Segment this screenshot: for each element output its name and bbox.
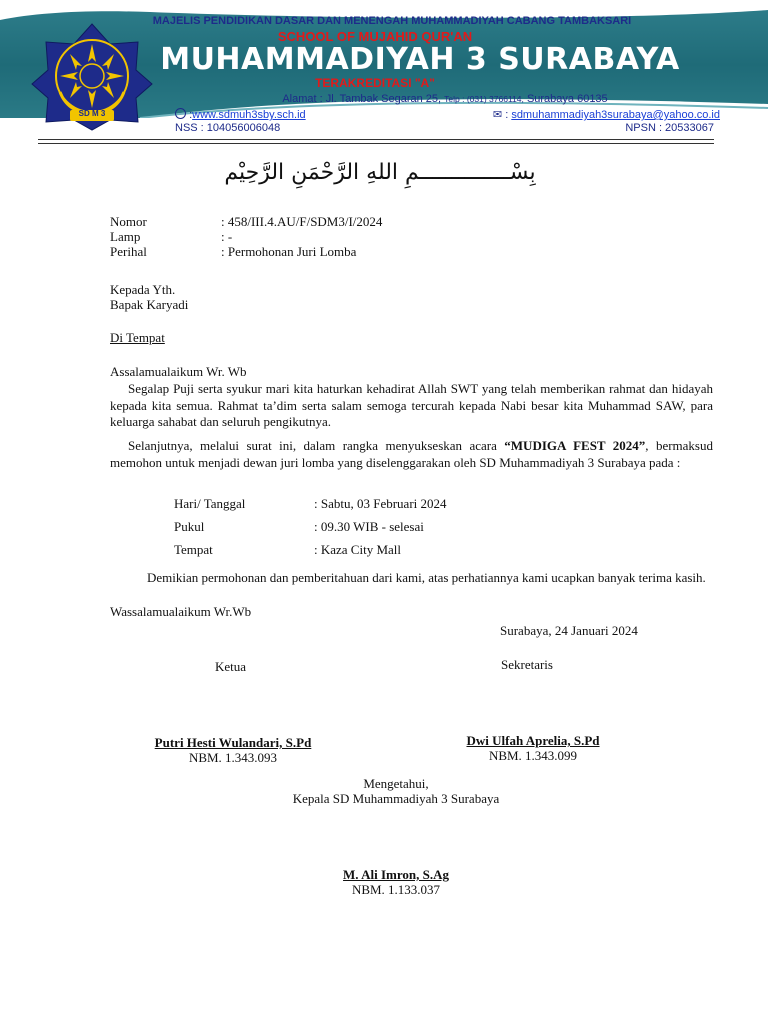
schedule-value-place: : Kaza City Mall (314, 542, 402, 557)
school-address: Alamat : Jl. Tambak Segaran 25, Telp : (031) 3766114, Surabaya 60135 (282, 93, 608, 105)
recipient-place: Di Tempat (110, 330, 165, 345)
contact-row-web: :www.sdmuh3sby.sch.id ✉ : sdmuhammadiyah3surabaya@yahoo.co.id (175, 108, 720, 122)
schedule-label-place: Tempat (174, 542, 213, 557)
approval-nbm: NBM. 1.133.037 (351, 882, 441, 897)
signer-left-nbm: NBM. 1.343.093 (188, 750, 278, 765)
farewell: Wassalamualaikum Wr.Wb (110, 604, 252, 619)
schedule-label-time: Pukul (174, 519, 205, 534)
signer-right-name: Dwi Ulfah Aprelia, S.Pd (466, 733, 600, 748)
meta-label-perihal: Perihal (110, 244, 147, 259)
meta-value-lamp: : - (221, 229, 233, 244)
school-logo (30, 22, 154, 132)
meta-value-perihal: : Permohonan Juri Lomba (221, 244, 357, 259)
school-tagline: SCHOOL OF MUJAHID QUR'AN (277, 29, 473, 44)
paragraph-request: Selanjutnya, melalui surat ini, dalam rangka menyukseskan acara “MUDIGA FEST 2024”, bermaksud memohon untuk menjadi dewan juri lomba yang diselenggarakan oleh SD Muhammadiyah 3 Surabaya pada : (110, 438, 713, 470)
recipient-line1: Kepada Yth. (110, 282, 176, 297)
paragraph-opening: Segalap Puji serta syukur mari kita haturkan kehadirat Allah SWT yang telah memberikan rahmat dan hidayah kepada kita semua. Rahmat ta’dim serta salam semoga tercurah kepada Nabi besar kita Muhammad SAW, para keluarga sahabat dan seluruh pengikutnya. (110, 381, 713, 429)
meta-value-nomor: : 458/III.4.AU/F/SDM3/I/2024 (221, 214, 383, 229)
school-name: MUHAMMADIYAH 3 SURABAYA (160, 42, 680, 77)
npsn: NPSN : 20533067 (625, 122, 714, 134)
email-link[interactable]: sdmuhammadiyah3surabaya@yahoo.co.id (511, 109, 720, 121)
signer-right-nbm: NBM. 1.343.099 (488, 748, 578, 763)
meta-label-nomor: Nomor (110, 214, 147, 229)
accreditation: TERAKREDITASI "A" (315, 76, 435, 90)
letter-date: Surabaya, 24 Januari 2024 (500, 623, 638, 638)
paragraph-closing: Demikian permohonan dan pemberitahuan dari kami, atas perhatiannya kami ucapkan banyak terima kasih. (147, 570, 706, 585)
schedule-value-date: : Sabtu, 03 Februari 2024 (314, 496, 447, 511)
basmala: بِسْــــــــــــــمِ اللهِ الرَّحْمَنِ الرَّحِيْم (224, 160, 536, 185)
greeting: Assalamualaikum Wr. Wb (110, 364, 247, 379)
signer-left-role: Ketua (215, 659, 247, 674)
globe-icon (175, 108, 186, 119)
envelope-icon: ✉ (492, 109, 503, 121)
schedule-value-time: : 09.30 WIB - selesai (314, 519, 424, 534)
schedule-label-date: Hari/ Tanggal (174, 496, 246, 511)
approval-label: Mengetahui, (363, 776, 429, 791)
header-rule (38, 139, 714, 140)
signer-left-name: Putri Hesti Wulandari, S.Pd (154, 735, 312, 750)
header-rule-thin (38, 143, 714, 144)
signer-right-role: Sekretaris (501, 657, 553, 672)
contact-row-ids (175, 122, 720, 136)
logo-caption: SD M 3 (78, 109, 106, 118)
event-name: “MUDIGA FEST 2024” (504, 438, 646, 453)
approval-name: M. Ali Imron, S.Ag (343, 867, 449, 882)
council-name: MAJELIS PENDIDIKAN DASAR DAN MENENGAH MUHAMMADIYAH CABANG TAMBAKSARI (152, 15, 632, 27)
approval-role: Kepala SD Muhammadiyah 3 Surabaya (292, 791, 500, 806)
nss: NSS : 104056006048 (175, 122, 281, 134)
recipient-name: Bapak Karyadi (110, 297, 189, 312)
website-link[interactable]: www.sdmuh3sby.sch.id (192, 109, 306, 121)
meta-label-lamp: Lamp (110, 229, 141, 244)
